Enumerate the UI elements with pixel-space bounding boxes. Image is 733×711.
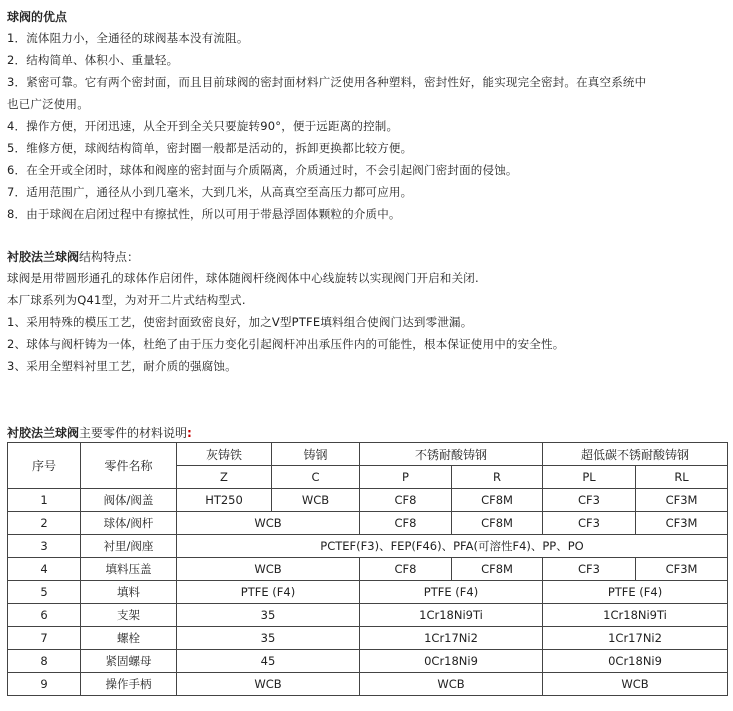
header-code-p: P: [360, 466, 452, 489]
advantage-line-3: 3．紧密可靠。它有两个密封面，而且目前球阀的密封面材料广泛使用各种塑料，密封性好，能实现完全密封。在真空系统中: [7, 75, 647, 89]
feature-line-2: 本厂球系列为Q41型，为对开二片式结构型式.: [7, 293, 246, 307]
cell-p: CF8: [360, 489, 452, 512]
section2-title-rest: 结构特点：: [79, 250, 140, 264]
cell-rl: CF3M: [636, 558, 728, 581]
cell-pl: CF3: [543, 489, 636, 512]
section1-title: 球阀的优点: [7, 10, 68, 24]
cell-r: CF8M: [452, 558, 543, 581]
advantage-line-2: 2．结构简单、体积小、重量轻。: [7, 53, 179, 67]
table-row: [8, 627, 728, 650]
cell-seq: 6: [8, 604, 81, 627]
advantage-line-4: 4．操作方便，开闭迅速，从全开到全关只要旋转90°，便于远距离的控制。: [7, 119, 399, 133]
cell-part: 球体/阀杆: [81, 512, 177, 535]
cell-part: 填料压盖: [81, 558, 177, 581]
cell-part: 支架: [81, 604, 177, 627]
cell-pr: PTFE (F4): [360, 581, 543, 604]
cell-pr: WCB: [360, 673, 543, 696]
table-row: [8, 558, 728, 581]
table-row: [8, 581, 728, 604]
cell-seq: 8: [8, 650, 81, 673]
cell-pl: CF3: [543, 512, 636, 535]
table-row: [8, 512, 728, 535]
header-group-stainless: 不锈耐酸铸钢: [360, 443, 543, 466]
cell-r: CF8M: [452, 512, 543, 535]
table-row: [8, 604, 728, 627]
feature-line-1: 球阀是用带圆形通孔的球体作启闭件，球体随阀杆绕阀体中心线旋转以实现阀门开启和关闭.: [7, 271, 479, 285]
cell-p: CF8: [360, 512, 452, 535]
cell-p: CF8: [360, 558, 452, 581]
section3-title: [7, 424, 192, 441]
header-code-rl: RL: [636, 466, 728, 489]
cell-zc: PTFE (F4): [177, 581, 360, 604]
section2-title: [7, 248, 139, 265]
cell-part: 紧固螺母: [81, 650, 177, 673]
advantage-line-1: 1．流体阻力小，全通径的球阀基本没有流阻。: [7, 31, 249, 45]
feature-line-4: 2、球体与阀杆铸为一体，杜绝了由于压力变化引起阀杆冲出承压件内的可能性，根本保证使用中的安全性。: [7, 337, 565, 351]
cell-seq: 5: [8, 581, 81, 604]
section3-title-rest: 主要零件的材料说明: [79, 426, 188, 440]
section3-title-colon: :: [187, 426, 192, 440]
cell-pl: CF3: [543, 558, 636, 581]
table-row: [8, 489, 728, 512]
cell-seq: 3: [8, 535, 81, 558]
advantage-line-8: 8．由于球阀在启闭过程中有擦拭性，所以可用于带悬浮固体颗粒的介质中。: [7, 207, 401, 221]
cell-zc: 35: [177, 627, 360, 650]
cell-rl: CF3M: [636, 489, 728, 512]
cell-rl: CF3M: [636, 512, 728, 535]
header-code-c: C: [272, 466, 360, 489]
materials-table: [7, 442, 728, 696]
cell-pr: 1Cr17Ni2: [360, 627, 543, 650]
cell-seq: 4: [8, 558, 81, 581]
cell-part: 衬里/阀座: [81, 535, 177, 558]
table-row: [8, 650, 728, 673]
table-header-row-1: [8, 443, 728, 466]
cell-seq: 7: [8, 627, 81, 650]
feature-line-3: 1、采用特殊的模压工艺，使密封面致密良好，加之V型PTFE填料组合使阀门达到零泄漏。: [7, 315, 473, 329]
table-row: [8, 673, 728, 696]
table-row: [8, 535, 728, 558]
cell-plrl: 0Cr18Ni9: [543, 650, 728, 673]
header-group-low-carbon-stainless: 超低碳不锈耐酸铸钢: [543, 443, 728, 466]
header-code-pl: PL: [543, 466, 636, 489]
cell-r: CF8M: [452, 489, 543, 512]
cell-plrl: 1Cr17Ni2: [543, 627, 728, 650]
advantage-line-6: 6．在全开或全闭时，球体和阀座的密封面与介质隔离，介质通过时，不会引起阀门密封面的侵蚀。: [7, 163, 518, 177]
cell-part: 阀体/阀盖: [81, 489, 177, 512]
cell-part: 填料: [81, 581, 177, 604]
cell-pr: 0Cr18Ni9: [360, 650, 543, 673]
cell-zc: WCB: [177, 673, 360, 696]
cell-all-materials: PCTEF(F3)、FEP(F46)、PFA(可溶性F4)、PP、PO: [177, 535, 728, 558]
cell-c: WCB: [272, 489, 360, 512]
cell-part: 螺栓: [81, 627, 177, 650]
cell-seq: 9: [8, 673, 81, 696]
cell-zc: 45: [177, 650, 360, 673]
header-part-name: 零件名称: [81, 443, 177, 489]
cell-pr: 1Cr18Ni9Ti: [360, 604, 543, 627]
cell-plrl: 1Cr18Ni9Ti: [543, 604, 728, 627]
cell-seq: 2: [8, 512, 81, 535]
header-group-cast-steel: 铸钢: [272, 443, 360, 466]
cell-seq: 1: [8, 489, 81, 512]
cell-zc: 35: [177, 604, 360, 627]
advantage-line-3-cont: 也已广泛使用。: [7, 97, 89, 111]
cell-zc: WCB: [177, 512, 360, 535]
cell-plrl: PTFE (F4): [543, 581, 728, 604]
advantage-line-7: 7．适用范围广，通径从小到几毫米，大到几米，从高真空至高压力都可应用。: [7, 185, 413, 199]
header-seq: 序号: [8, 443, 81, 489]
advantage-line-5: 5．维修方便，球阀结构简单，密封圈一般都是活动的，拆卸更换都比较方便。: [7, 141, 413, 155]
header-code-z: Z: [177, 466, 272, 489]
cell-plrl: WCB: [543, 673, 728, 696]
feature-line-5: 3、采用全塑料衬里工艺，耐介质的强腐蚀。: [7, 359, 237, 373]
section3-title-bold: 衬胶法兰球阀: [7, 426, 80, 440]
header-code-r: R: [452, 466, 543, 489]
cell-z: HT250: [177, 489, 272, 512]
section2-title-bold: 衬胶法兰球阀: [7, 250, 80, 264]
header-group-gray-iron: 灰铸铁: [177, 443, 272, 466]
cell-zc: WCB: [177, 558, 360, 581]
cell-part: 操作手柄: [81, 673, 177, 696]
